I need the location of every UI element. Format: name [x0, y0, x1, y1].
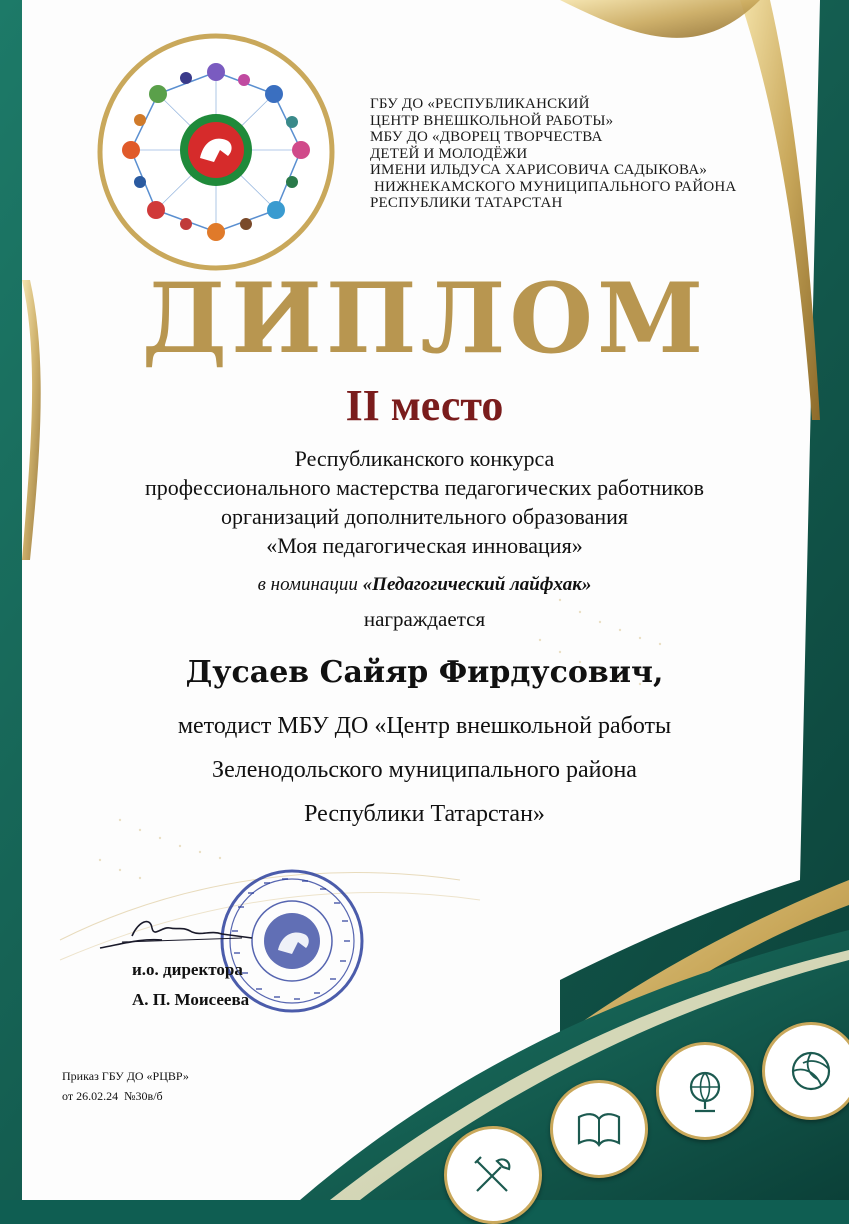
place-award: II место — [345, 381, 504, 430]
book-icon — [573, 1103, 625, 1155]
nomination-prefix: в номинации — [257, 574, 363, 595]
organization-line: ИМЕНИ ИЛЬДУСА ХАРИСОВИЧА САДЫКОВА» — [370, 162, 708, 178]
order-line: Приказ ГБУ ДО «РЦВР» — [62, 1069, 189, 1083]
position-line: Республики Татарстан» — [304, 801, 545, 827]
volleyball-icon — [785, 1045, 837, 1097]
contest-line: Республиканского конкурса — [294, 446, 555, 471]
nomination-name: «Педагогический лайфхак» — [362, 574, 592, 595]
tools-icon — [467, 1149, 519, 1201]
organization-line: РЕСПУБЛИКИ ТАТАРСТАН — [370, 195, 563, 211]
contest-block — [0, 444, 849, 560]
signature — [92, 908, 262, 956]
contest-line: «Моя педагогическая инновация» — [266, 533, 583, 558]
organization-line: НИЖНЕКАМСКОГО МУНИЦИПАЛЬНОГО РАЙОНА — [370, 178, 737, 195]
signatory-name: А. П. Моисеева — [132, 990, 250, 1009]
globe-icon — [679, 1065, 731, 1117]
organization-block — [370, 96, 810, 212]
globe-circle — [656, 1042, 754, 1140]
contest-line: профессионального мастерства педагогических работников — [145, 475, 704, 500]
organization-logo — [96, 32, 336, 272]
order-reference — [62, 1066, 189, 1106]
position-line: Зеленодольского муниципального района — [212, 757, 637, 783]
organization-line: ЦЕНТР ВНЕШКОЛЬНОЙ РАБОТЫ» — [370, 112, 614, 129]
order-line: от 26.02.24 №30в/б — [62, 1089, 163, 1103]
volleyball-circle — [762, 1022, 849, 1120]
tools-circle — [444, 1126, 542, 1224]
nomination-line — [0, 574, 849, 596]
book-circle — [550, 1080, 648, 1178]
organization-line: МБУ ДО «ДВОРЕЦ ТВОРЧЕСТВА — [370, 129, 603, 145]
recipient-name: Дусаев Сайяр Фирдусович, — [185, 655, 664, 690]
recipient-position — [0, 704, 849, 836]
contest-line: организаций дополнительного образования — [221, 504, 628, 529]
organization-line: ДЕТЕЙ И МОЛОДЁЖИ — [370, 145, 528, 162]
document-title: ДИПЛОМ — [141, 262, 708, 375]
signatory-title: и.о. директора — [132, 960, 243, 979]
position-line: методист МБУ ДО «Центр внешкольной работы — [177, 713, 672, 739]
organization-line: ГБУ ДО «РЕСПУБЛИКАНСКИЙ — [370, 96, 590, 112]
awarded-text: награждается — [363, 607, 486, 631]
